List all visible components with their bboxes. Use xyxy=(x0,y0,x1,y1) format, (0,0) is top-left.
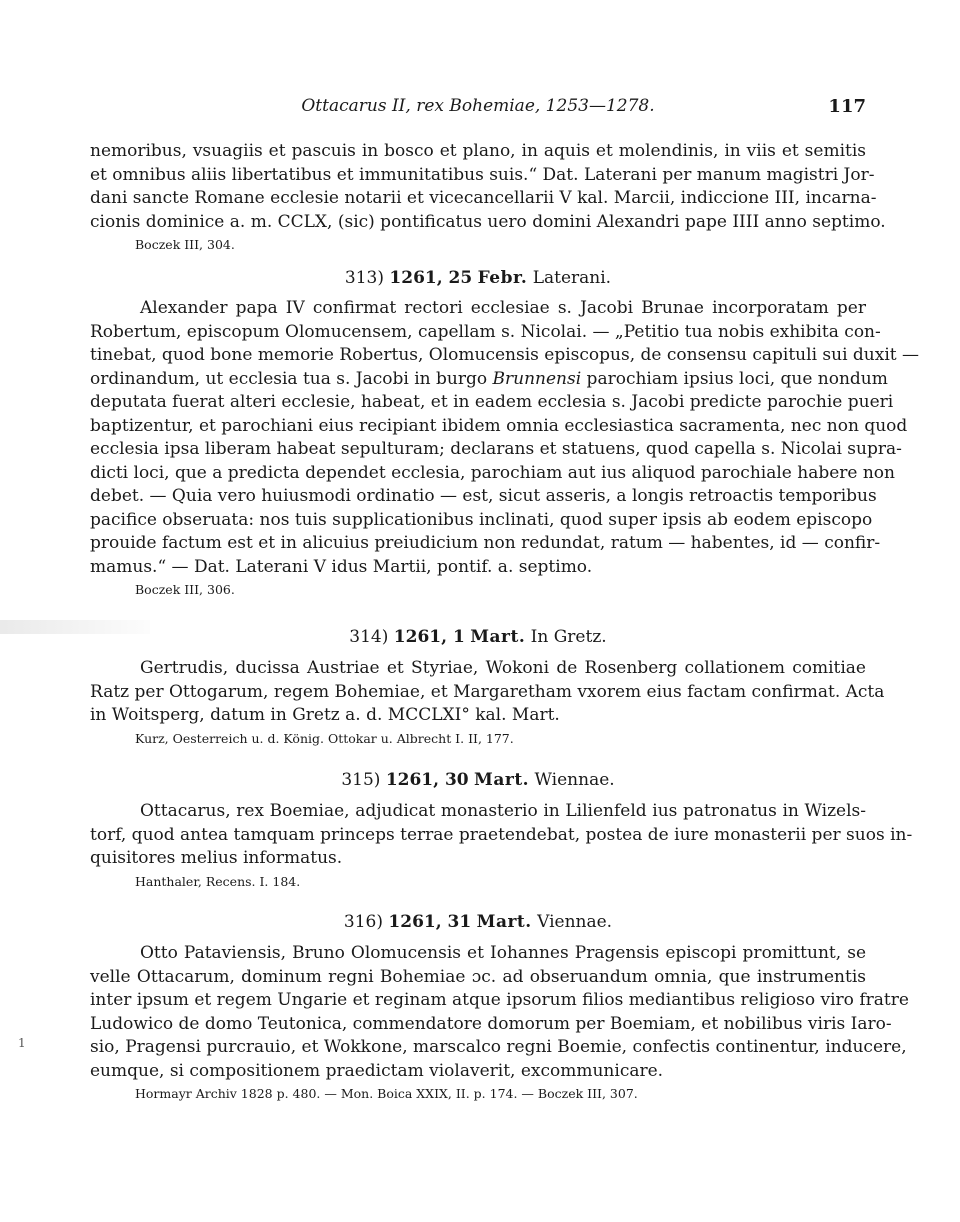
running-head xyxy=(90,96,866,120)
page-number: 117 xyxy=(828,96,866,117)
document-place: Laterani. xyxy=(532,268,612,288)
document-number: 315) xyxy=(341,770,381,790)
text-line: quisitores melius informatus. xyxy=(90,848,343,868)
running-title: Ottacarus II, rex Bohemiae, 1253—1278. xyxy=(301,96,655,116)
text-line: torf, quod antea tamquam princeps terrae praetendebat, postea de iure monasterii per suos in- xyxy=(90,824,913,845)
text-line: dani sancte Romane ecclesie notarii et vicecancellarii V kal. Marcii, indiccione III, incarna- xyxy=(90,188,877,208)
citation: Kurz, Oesterreich u. d. König. Ottokar u. Albrecht I. II, 177. xyxy=(135,730,514,746)
document-number: 313) xyxy=(344,268,384,288)
document-number: 314) xyxy=(349,627,389,647)
margin-mark: 1 xyxy=(18,1036,26,1050)
document-body-315 xyxy=(90,800,913,892)
text-line: pacifice obseruata: nos tuis supplicationibus inclinati, quod super ipsis ab eodem episcopo xyxy=(90,509,873,530)
citation: Hanthaler, Recens. I. 184. xyxy=(135,873,301,889)
continuation-paragraph xyxy=(90,140,886,255)
text-line: dicti loci, que a predicta dependet ecclesia, parochiam aut ius aliquod parochiale habere non xyxy=(90,462,895,483)
text-line: debet. — Quia vero huiusmodi ordinatio — est, sicut asseris, a longis retroactis temporibus xyxy=(90,486,877,506)
document-body-314 xyxy=(90,657,885,749)
text-line: Otto Pataviensis, Bruno Olomucensis et Iohannes Pragensis episcopi promittunt, se xyxy=(140,943,866,963)
document-heading-315 xyxy=(90,770,866,790)
scan-smudge xyxy=(0,620,150,634)
text-line: Ratz per Ottogarum, regem Bohemiae, et Margaretham vxorem eius factam confirmat. Acta xyxy=(90,681,885,702)
text-line: sio, Pragensi purcrauio, et Wokkone, marscalco regni Boemie, confectis continentur, inducere, xyxy=(90,1037,907,1057)
text-line: Robertum, episcopum Olomucensem, capellam s. Nicolai. — „Petitio tua nobis exhibita con- xyxy=(90,321,881,342)
text-line: nemoribus, vsuagiis et pascuis in bosco et plano, in aquis et molendinis, in viis et semitis xyxy=(90,141,866,161)
italic-place-name: Brunnensi xyxy=(492,368,582,389)
document-date: 1261, 25 xyxy=(389,268,473,288)
document-month: Mart. xyxy=(476,912,532,932)
document-body-316 xyxy=(90,942,909,1104)
document-heading-313 xyxy=(90,268,866,288)
document-month: Mart. xyxy=(470,627,526,647)
text-line: in Woitsperg, datum in Gretz a. d. MCCLXI° kal. Mart. xyxy=(90,705,560,725)
text-line: Gertrudis, ducissa Austriae et Styriae, Wokoni de Rosenberg collationem comitiae xyxy=(140,658,866,678)
text-line: Alexander papa IV confirmat rectori ecclesiae s. Jacobi Brunae incorporatam per xyxy=(140,298,866,318)
text-line: Ludowico de domo Teutonica, commendatore domorum per Boemiam, et nobilibus viris Iaro- xyxy=(90,1013,892,1034)
document-place: In Gretz. xyxy=(530,627,607,647)
document-place: Viennae. xyxy=(537,912,613,932)
text-line: prouide factum est et in alicuius preiudicium non redundat, ratum — habentes, id — confir- xyxy=(90,533,881,553)
text-line: Ottacarus, rex Boemiae, adjudicat monasterio in Lilienfeld ius patronatus in Wizels- xyxy=(140,801,866,821)
document-date: 1261, 1 xyxy=(393,627,465,647)
text-line: deputata fuerat alteri ecclesie, habeat, et in eadem ecclesia s. Jacobi predicte parochie pueri xyxy=(90,392,894,412)
text-line: baptizentur, et parochiani eius recipiant ibidem omnia ecclesiastica sacramenta, nec non quod xyxy=(90,415,908,436)
text-line: ordinandum, ut ecclesia tua s. Jacobi in burgo Brunnensi parochiam ipsius loci, que nondum xyxy=(90,368,888,389)
document-month: Febr. xyxy=(477,268,528,288)
text-line: eumque, si compositionem praedictam violaverit, excommunicare. xyxy=(90,1060,664,1081)
document-month: Mart. xyxy=(474,770,530,790)
citation: Hormayr Archiv 1828 p. 480. — Mon. Boica XXIX, II. p. 174. — Boczek III, 307. xyxy=(135,1086,638,1101)
document-place: Wiennae. xyxy=(534,770,615,790)
text-line: et omnibus aliis libertatibus et immunitatibus suis.“ Dat. Laterani per manum magistri Jor- xyxy=(90,164,875,185)
text-line: inter ipsum et regem Ungarie et reginam atque ipsorum filios mediantibus religioso viro fratre xyxy=(90,990,909,1010)
document-heading-316 xyxy=(90,912,866,932)
text-line: ecclesia ipsa liberam habeat sepulturam; declarans et statuens, quod capella s. Nicolai supra- xyxy=(90,439,902,459)
citation: Boczek III, 304. xyxy=(135,237,235,252)
citation: Boczek III, 306. xyxy=(135,582,235,597)
text-line: velle Ottacarum, dominum regni Bohemiae ɔc. ad obseruandum omnia, que instrumentis xyxy=(90,966,866,987)
document-date: 1261, 31 xyxy=(388,912,472,932)
text-line: tinebat, quod bone memorie Robertus, Olomucensis episcopus, de consensu capituli sui duxit — xyxy=(90,345,920,365)
document-number: 316) xyxy=(343,912,383,932)
text-line: mamus.“ — Dat. Laterani V idus Martii, pontif. a. septimo. xyxy=(90,556,593,577)
document-date: 1261, 30 xyxy=(385,770,469,790)
text-line: cionis dominice a. m. CCLX, (sic) pontificatus uero domini Alexandri pape IIII anno septimo. xyxy=(90,211,886,232)
document-heading-314 xyxy=(90,627,866,647)
document-body-313 xyxy=(90,297,920,600)
